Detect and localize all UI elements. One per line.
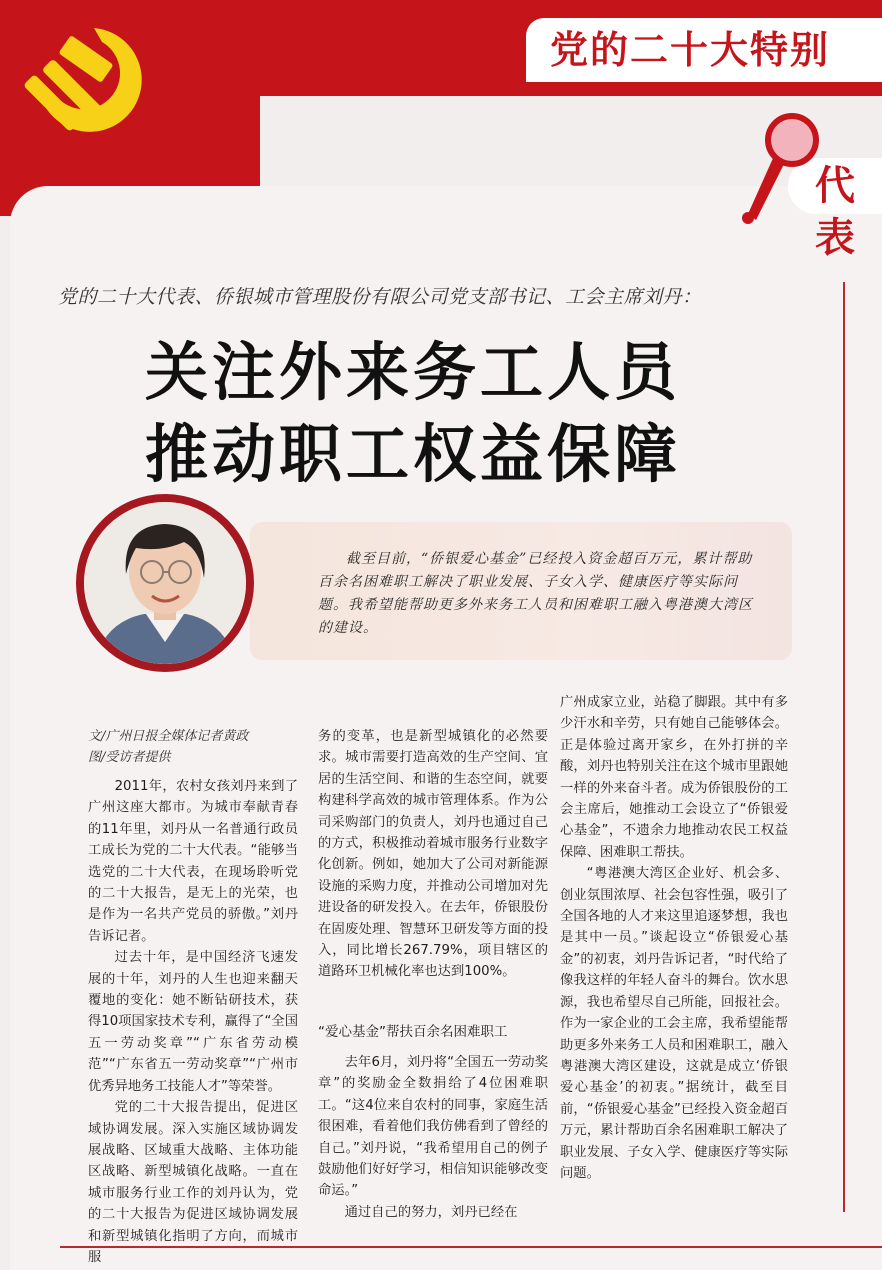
body-column-2-lower bbox=[318, 1052, 548, 1223]
banner-title: 党的二十大特别 bbox=[526, 18, 882, 82]
paragraph: 务的变革，也是新型城镇化的必然要求。城市需要打造高效的生产空间、宜居的生活空间、和谐的生态空间，就要构建科学高效的城市管理体系。作为公司采购部门的负责人，刘丹也通过自己的方式，积极推动着城市服务行业数字化创新。例如，她加大了公司对新能源设施的采购力度，并推动公司增加对先进设备的研发投入。在去年，侨银股份在固废处理、智慧环卫研发等方面的投入，同比增长267.79%，项目辖区的道路环卫机械化率也达到100%。 bbox=[318, 729, 548, 980]
headline-line-1: 关注外来务工人员 bbox=[145, 336, 681, 409]
byline bbox=[88, 726, 298, 768]
body-column-1 bbox=[88, 776, 298, 1268]
byline-author: 文/广州日报全媒体记者黄政 bbox=[88, 729, 249, 744]
headline-line-2: 推动职工权益保障 bbox=[145, 418, 681, 491]
column-divider bbox=[843, 282, 845, 1212]
paragraph: 2011年，农村女孩刘丹来到了广州这座大都市。为城市奉献青春的11年里，刘丹从一名普通行政员工成长为党的二十大代表。“能够当选党的二十大代表，在现场聆听党的二十大报告，是无上的光荣，也是作为一名共产党员的骄傲。”刘丹告诉记者。 bbox=[88, 779, 298, 944]
paragraph: 广州成家立业，站稳了脚跟。其中有多少汗水和辛劳，只有她自己能够体会。正是体验过离开家乡，在外打拼的辛酸，刘丹也特别关注在这个城市里跟她一样的外来奋斗者。成为侨银股份的工会主席后，她推动工会设立了“侨银爱心基金”，不遗余力地推动农民工权益保障、困难职工帮扶。 bbox=[560, 695, 788, 860]
body-column-2 bbox=[318, 726, 548, 983]
paragraph: 过去十年，是中国经济飞速发展的十年，刘丹的人生也迎来翻天覆地的变化：她不断钻研技术，获得10项国家技术专利，赢得了“全国五一劳动奖章”“广东省劳动模范”“广东省五一劳动奖章”“广州市优秀异地务工技能人才”等荣誉。 bbox=[88, 950, 298, 1094]
paragraph: 去年6月，刘丹将“全国五一劳动奖章”的奖励金全数捐给了4位困难职工。“这4位来自农村的同事，家庭生活很困难，看着他们我仿佛看到了曾经的自己。”刘丹说，“我希望用自己的例子鼓励他们好好学习，相信知识能够改变命运。” bbox=[318, 1055, 548, 1199]
byline-photo-credit: 图/受访者提供 bbox=[88, 750, 171, 765]
hammer-sickle-icon bbox=[24, 10, 154, 150]
pull-quote: 截至目前，“侨银爱心基金”已经投入资金超百万元，累计帮助百余名困难职工解决了职业发展、子女入学、健康医疗等实际问题。我希望能帮助更多外来务工人员和困难职工融入粤港澳大湾区的建设。 bbox=[318, 551, 753, 636]
bottom-rule bbox=[60, 1246, 882, 1248]
microphone-icon bbox=[734, 110, 826, 228]
portrait-photo bbox=[84, 502, 246, 664]
section-tag-text: 代表 bbox=[815, 163, 855, 261]
paragraph: 党的二十大报告提出，促进区域协调发展。深入实施区域协调发展战略、区域重大战略、主体功能区战略、新型城镇化战略。一直在城市服务行业工作的刘丹认为，党的二十大报告为促进区域协调发展和新型城镇化指明了方向，而城市服 bbox=[88, 1100, 298, 1265]
article-kicker: 党的二十大代表、侨银城市管理股份有限公司党支部书记、工会主席刘丹： bbox=[58, 286, 702, 308]
paragraph: “粤港澳大湾区企业好、机会多、创业氛围浓厚、社会包容性强，吸引了全国各地的人才来这里追逐梦想，我也是其中一员。”谈起设立“侨银爱心基金”的初衷，刘丹告诉记者，“时代给了像我这样的年轻人奋斗的舞台。饮水思源，我也希望尽自己所能，回报社会。作为一家企业的工会主席，我希望能帮助更多外来务工人员和困难职工，融入粤港澳大湾区建设，这就是成立‘侨银爱心基金’的初衷。”据统计，截至目前，“侨银爱心基金”已经投入资金超百万元，累计帮助百余名困难职工解决了职业发展、子女入学、健康医疗等实际问题。 bbox=[560, 866, 788, 1181]
paragraph: 通过自己的努力，刘丹已经在 bbox=[344, 1204, 518, 1220]
section-subhead: “爱心基金”帮扶百余名困难职工 bbox=[318, 1024, 508, 1040]
body-column-3 bbox=[560, 692, 788, 1184]
